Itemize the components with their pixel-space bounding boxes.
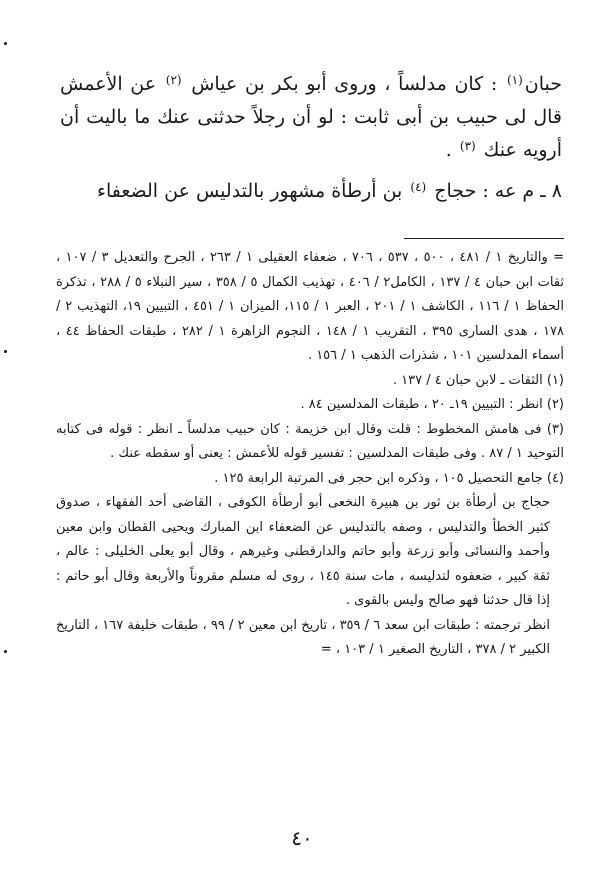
main-paragraph — [60, 68, 562, 167]
text-run: ٨ ـ م عه : حجاج — [428, 180, 562, 202]
main-text — [60, 68, 562, 208]
margin-mark — [4, 42, 7, 45]
footnote-4-references: انظر ترجمته : طبقات ابن سعد ٦ / ٣٥٩ ، تاريخ ابن معين ٢ / ٩٩ ، طبقات خليفة ١٦٧ ، التاريخ الكبير ٢ / ٣٧٨ ، التاريخ الصغير ١ / ١٠٣ ، = — [56, 617, 550, 657]
margin-mark — [4, 650, 7, 653]
margin-mark — [4, 350, 7, 353]
footnote-2: (٢) انظر : التبيين ١٩ـ ٢٠ ، طبقات المدلسين ٨٤ . — [300, 397, 564, 412]
footnote-divider — [404, 238, 564, 239]
footnote-ref: (٤) — [410, 180, 427, 194]
text-run: بن أرطأة مشهور بالتدليس عن الضعفاء — [97, 180, 409, 202]
footnote-4: (٤) جامع التحصيل ١٠٥ ، وذكره ابن حجر فى المرتبة الرابعة ١٢٥ . — [214, 470, 564, 486]
text-run: . — [445, 139, 458, 161]
footnote-4-biography: حجاج بن أرطأة بن ثور بن هبيرة النخعى أبو أرطأة الكوفى ، القاضى أحد الفقهاء ، صدوق كثير الخطأ والتدليس ، وصفه بالتدليس عن الضعفاء ابن المبارك ويحيى القطان وابن معين وأحمد والنسائى وأبو زرعة وأبو حاتم والدارقطنى وغيرهم ، وقال أبو يعلى الخليلى : عالم ، ثقة كبير ، ضعفوه لتدليسه ، مات سنة ١٤٥ ، روى له مسلم مقروناً والأربعة وقال أبو حاتم : إذا قال حدثنا فهو صالح وليس بالقوى . — [56, 495, 550, 608]
footnote-continuation: = والتاريخ ١ / ٤٨١ ، ٥٠٠ ، ٥٣٧ ، ٧٠٦ ، ضعفاء العقيلى ١ / ٢٦٣ ، الجرح والتعديل ٣ / ١٠٧ ، ثقات ابن حبان ٤ / ١٣٧ ، الكامل٢ / ٤٠٦ ، تهذيب الكمال ٥ / ٣٥٨ ، سير النبلاء ٥ / ٢٨٨ ، تذكرة الحفاظ ١ / ١١٦ ، الكاشف ١ / ٢٠١ ، العبر ١ / ١١٥، الميزان ١ / ٤٥١ ، التبيين ١٩، التهذيب ٢ / ١٧٨ ، هدى السارى ٣٩٥ ، التقريب ١ / ١٤٨ ، النجوم الزاهرة ١ / ٢٨٢ ، طبقات الحفاظ ٤٤ ، أسماء المدلسين ١٠١ ، شذرات الذهب ١ / ١٥٦ . — [56, 250, 564, 363]
text-run: : كان مدلساً ، وروى أبو بكر بن عياش — [183, 73, 505, 95]
text-run: حبان — [524, 73, 562, 95]
footnotes — [56, 246, 564, 663]
text-run: عن الأعمش قال لى حبيب بن أبى ثابت : لو أن رجلاً حدثنى عنك ما باليت أن أرويه عنك — [60, 73, 562, 161]
footnote-ref: (٢) — [165, 73, 182, 87]
footnote-1: (١) الثقات ـ لابن حبان ٤ / ١٣٧ . — [392, 372, 564, 388]
footnote-3: (٣) فى هامش المخطوط : قلت وقال ابن خزيمة : كان حبيب مدلساً ـ انظر : قوله فى كتابه التوحيد ١ / ٨٧ . وفى طبقات المدلسين : تفسير قوله للأعمش : يعنى أو سقطه عنك . — [56, 421, 564, 461]
footnote-ref: (١) — [506, 73, 523, 87]
narrator-entry — [60, 175, 562, 208]
page-number: ٤٠ — [291, 826, 313, 850]
footnote-ref: (٣) — [459, 139, 476, 153]
